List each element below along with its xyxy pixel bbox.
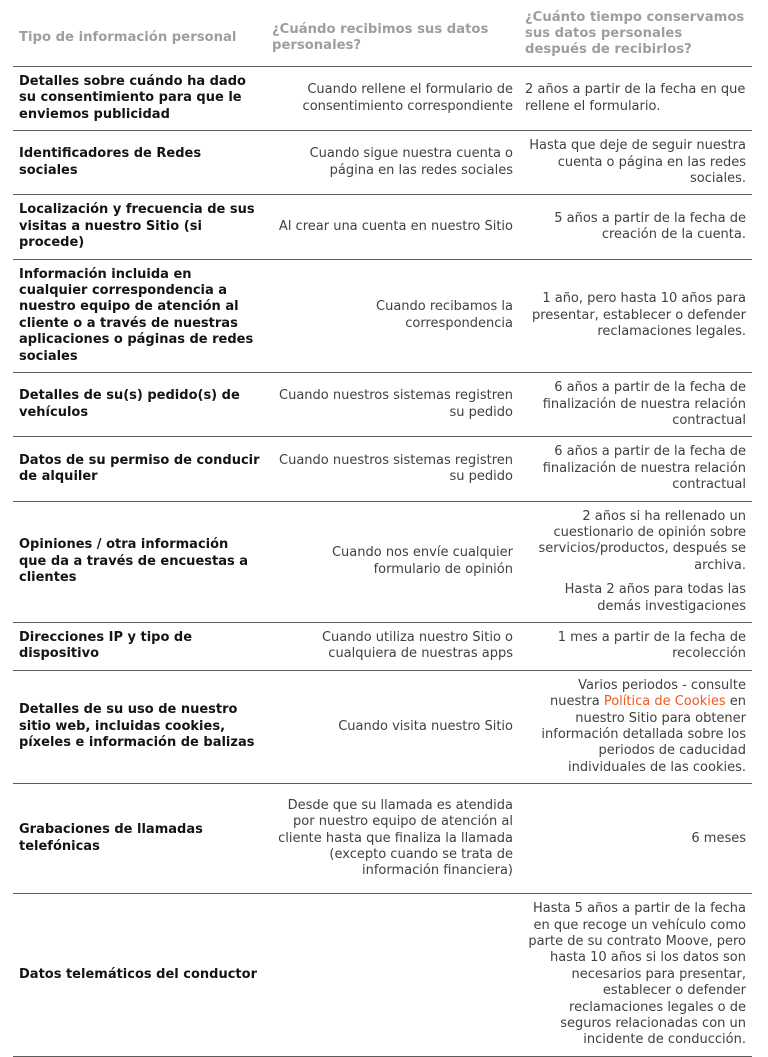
table-row: [13, 894, 752, 1057]
row-type: Localización y frecuencia de sus visitas a nuestro Sitio (si procede): [13, 195, 266, 259]
row-type: Detalles de su(s) pedido(s) de vehículos: [13, 373, 266, 437]
table-row: [13, 622, 752, 670]
cookie-policy-link[interactable]: Política de Cookies: [603, 694, 726, 710]
row-keep: 1 año, pero hasta 10 años para presentar, establecer o defender reclamaciones legales.: [519, 259, 752, 372]
row-when: Cuando nuestros sistemas registren su pedido: [266, 373, 519, 437]
row-type: Grabaciones de llamadas telefónicas: [13, 784, 266, 894]
row-when: Cuando recibamos la correspondencia: [266, 259, 519, 372]
data-retention-table: [13, 0, 752, 1057]
row-keep: Hasta que deje de seguir nuestra cuenta o página en las redes sociales.: [519, 131, 752, 195]
row-type: Información incluida en cualquier correspondencia a nuestro equipo de atención al cliente o a través de nuestras aplicaciones o páginas de redes sociales: [13, 259, 266, 372]
table-row: [13, 131, 752, 195]
table-row: [13, 195, 752, 259]
row-keep: 2 años a partir de la fecha en que rellene el formulario.: [519, 67, 752, 131]
row-when: Cuando nos envíe cualquier formulario de opinión: [266, 501, 519, 622]
row-type: Datos de su permiso de conducir de alquiler: [13, 437, 266, 501]
header-keep: ¿Cuánto tiempo conservamos sus datos personales después de recibirlos?: [519, 0, 752, 67]
row-when: Desde que su llamada es atendida por nuestro equipo de atención al cliente hasta que finaliza la llamada (excepto cuando se trata de información financiera): [266, 784, 519, 894]
row-keep-paragraph-extra: Hasta 2 años para todas las demás investigaciones: [564, 582, 746, 614]
header-type: Tipo de información personal: [13, 0, 266, 67]
table-header: [13, 0, 752, 67]
row-keep: Hasta 5 años a partir de la fecha en que recoge un vehículo como parte de su contrato Moove, pero hasta 10 años si los datos son necesarios para presentar, establecer o defender reclamaciones legales o de seguros relacionadas con un incidente de conducción.: [519, 894, 752, 1057]
table-row: [13, 67, 752, 131]
row-when: [266, 894, 519, 1057]
row-keep-text-before: Varios periodos - consulte nuestra: [550, 677, 746, 710]
row-type: Datos telemáticos del conductor: [13, 894, 266, 1057]
row-keep: 6 meses: [519, 784, 752, 894]
table-row: [13, 501, 752, 622]
row-type: Detalles de su uso de nuestro sitio web, incluidas cookies, píxeles e información de balizas: [13, 670, 266, 783]
row-when: Cuando sigue nuestra cuenta o página en las redes sociales: [266, 131, 519, 195]
table-row: [13, 670, 752, 783]
row-keep: [519, 501, 752, 622]
header-when: ¿Cuándo recibimos sus datos personales?: [266, 0, 519, 67]
row-keep: 5 años a partir de la fecha de creación de la cuenta.: [519, 195, 752, 259]
table-body: [13, 67, 752, 1057]
row-when: Cuando utiliza nuestro Sitio o cualquiera de nuestras apps: [266, 622, 519, 670]
row-keep-paragraph: 2 años si ha rellenado un cuestionario de opinión sobre servicios/productos, después se archiva.: [538, 508, 746, 573]
row-type: Detalles sobre cuándo ha dado su consentimiento para que le enviemos publicidad: [13, 67, 266, 131]
row-keep: 6 años a partir de la fecha de finalización de nuestra relación contractual: [519, 437, 752, 501]
row-when: Cuando nuestros sistemas registren su pedido: [266, 437, 519, 501]
row-when: Cuando rellene el formulario de consentimiento correspondiente: [266, 67, 519, 131]
table-row: [13, 373, 752, 437]
row-keep: [519, 670, 752, 783]
row-when: Cuando visita nuestro Sitio: [266, 670, 519, 783]
row-keep-text-after: en nuestro Sitio para obtener información detallada sobre los periodos de caducidad individuales de las cookies.: [541, 694, 746, 775]
row-when: Al crear una cuenta en nuestro Sitio: [266, 195, 519, 259]
row-type: Direcciones IP y tipo de dispositivo: [13, 622, 266, 670]
row-type: Opiniones / otra información que da a través de encuestas a clientes: [13, 501, 266, 622]
header-row: [13, 0, 752, 67]
table-row: [13, 259, 752, 372]
table-row: [13, 437, 752, 501]
table-row: [13, 784, 752, 894]
row-keep: 6 años a partir de la fecha de finalización de nuestra relación contractual: [519, 373, 752, 437]
row-keep: 1 mes a partir de la fecha de recolección: [519, 622, 752, 670]
row-type: Identificadores de Redes sociales: [13, 131, 266, 195]
